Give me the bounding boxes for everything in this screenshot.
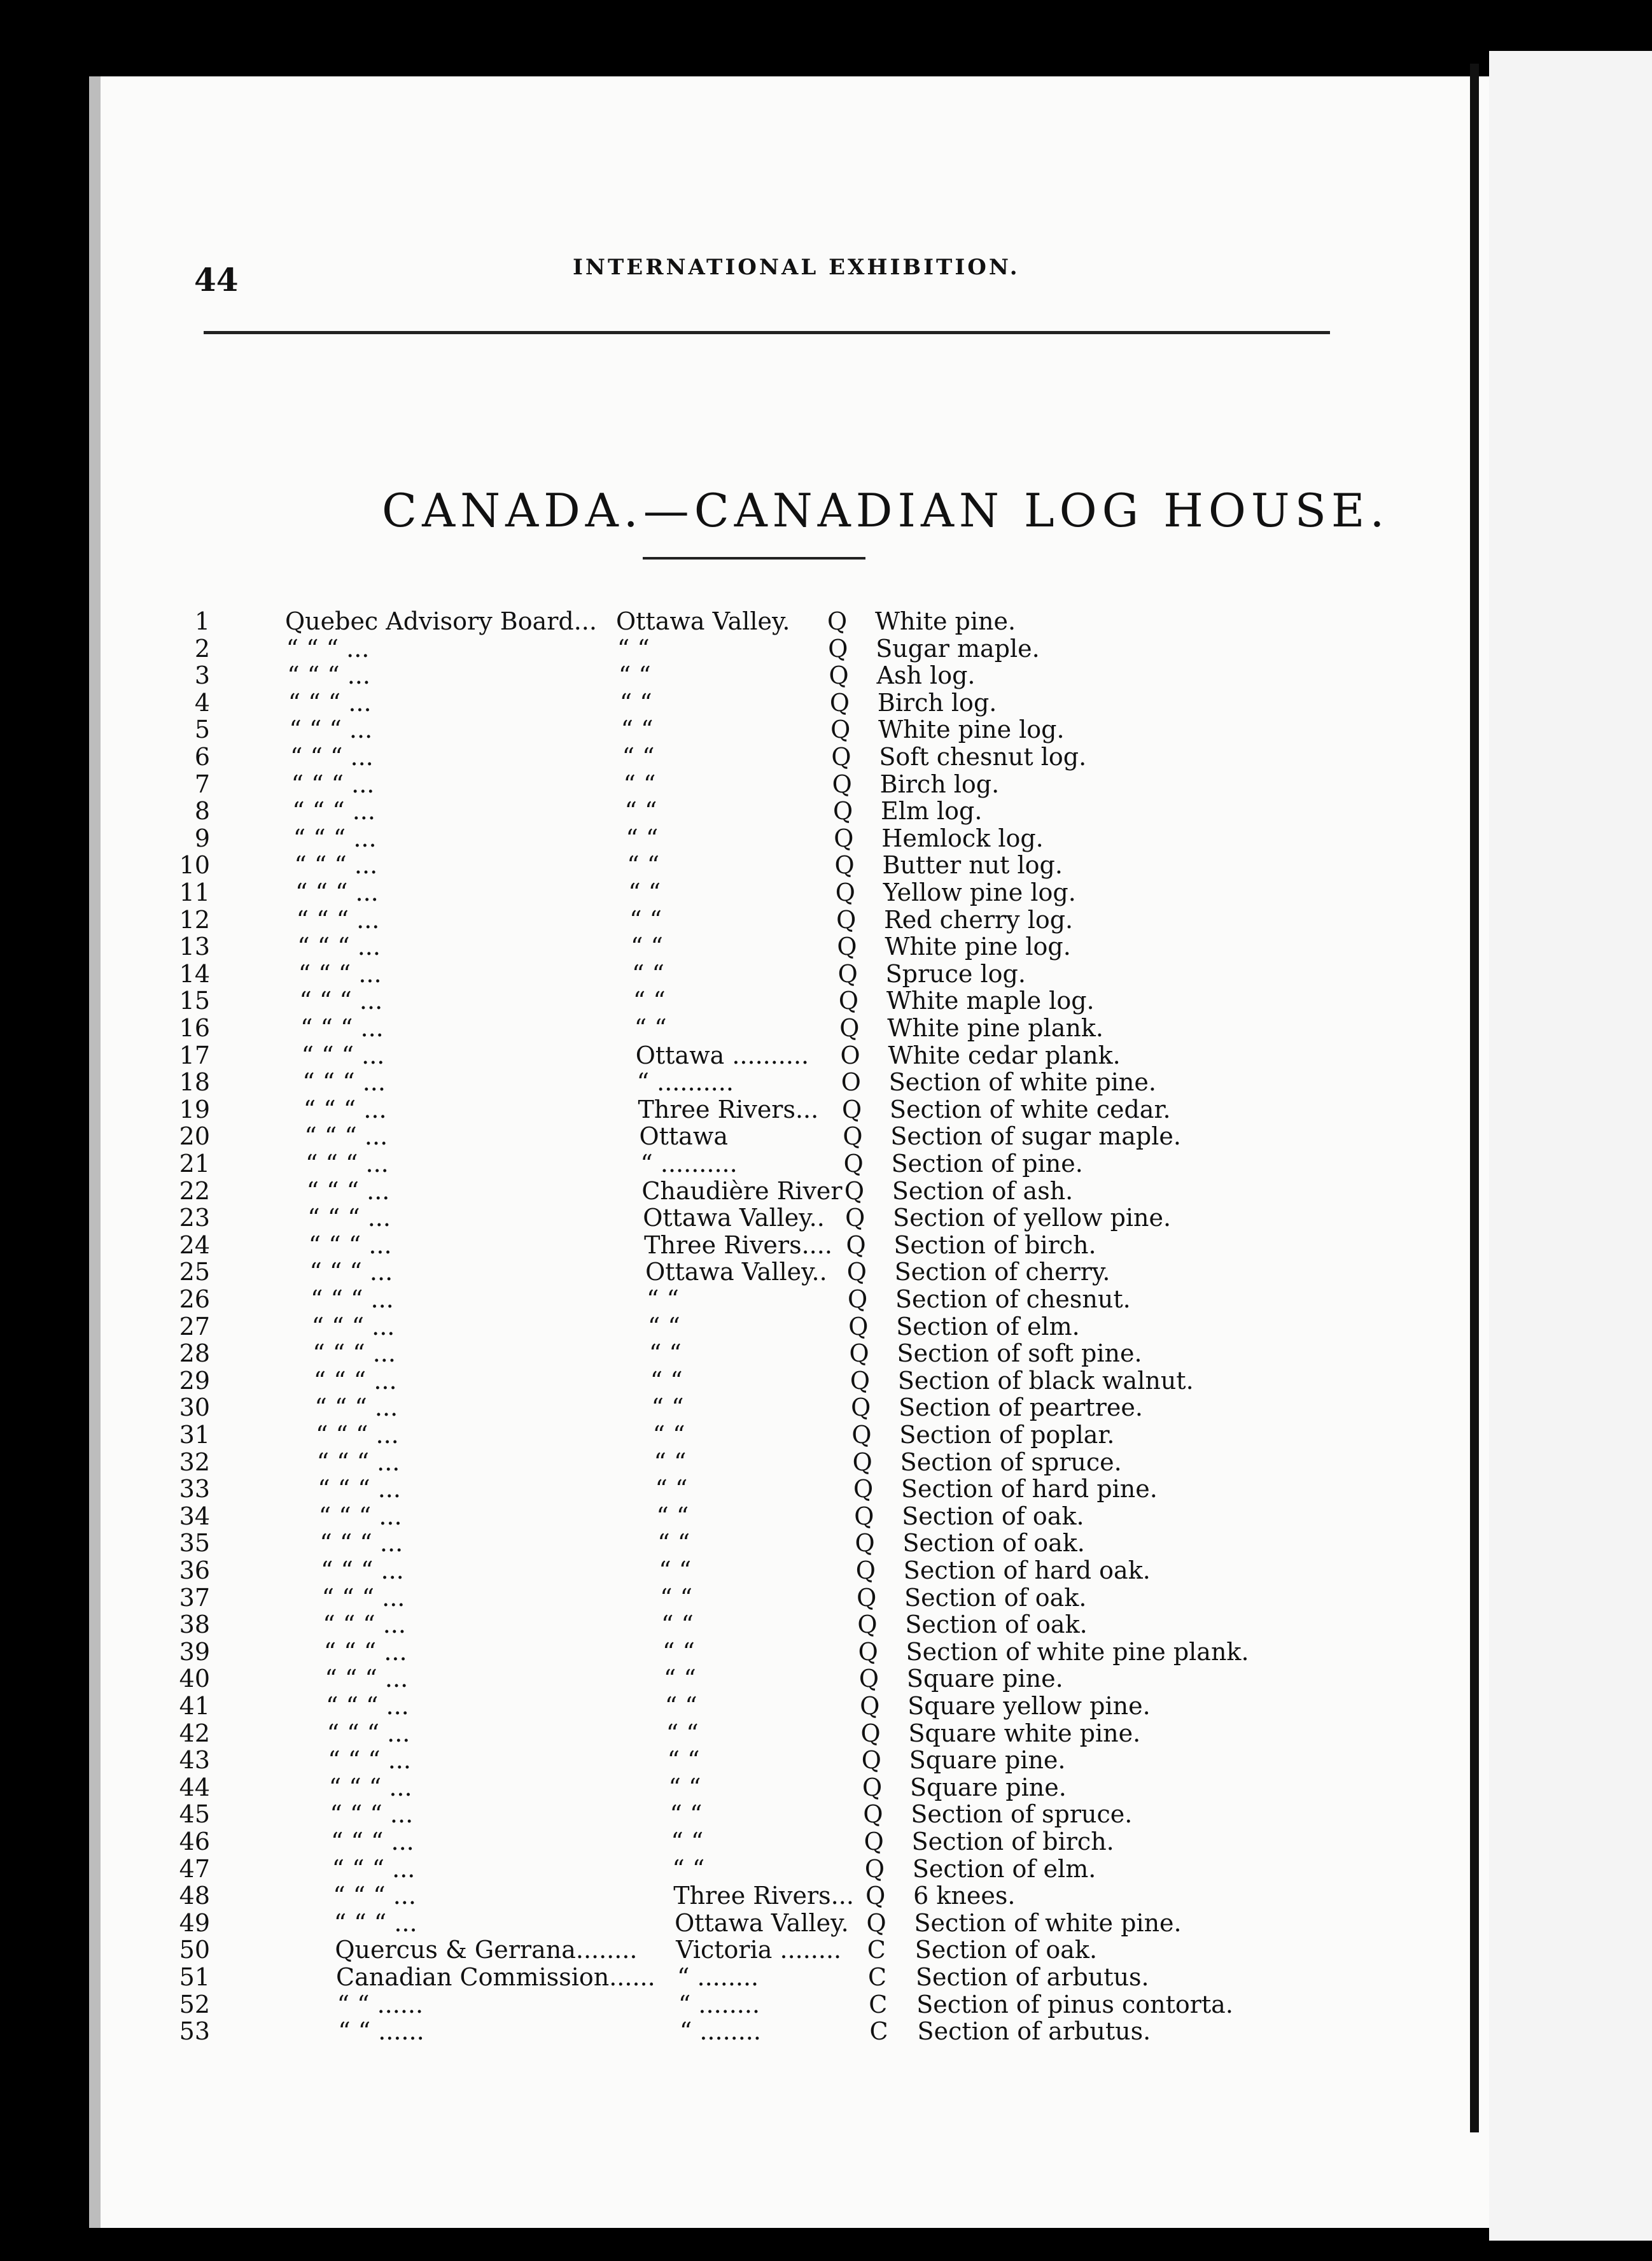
item-exhibitor: Quercus & Gerrana........ <box>335 1936 638 1964</box>
item-description: Section of peartree. <box>899 1393 1143 1422</box>
item-locality: “ “ <box>667 1746 700 1775</box>
item-province: Q <box>853 1475 874 1504</box>
item-province: Q <box>851 1421 872 1449</box>
running-head: INTERNATIONAL EXHIBITION. <box>573 255 1020 280</box>
item-number: 44 <box>179 1773 210 1801</box>
item-locality: “ “ <box>663 1665 696 1693</box>
item-exhibitor: “ “ “ ... <box>305 1150 389 1178</box>
item-description: Sugar maple. <box>876 634 1040 663</box>
item-description: Section of oak. <box>904 1583 1087 1612</box>
item-description: Square pine. <box>909 1746 1066 1775</box>
item-locality: “ “ <box>629 905 662 934</box>
item-number: 30 <box>179 1393 210 1422</box>
item-province: Q <box>864 1828 884 1856</box>
item-locality: “ “ <box>655 1475 688 1504</box>
item-number: 48 <box>179 1882 210 1910</box>
item-locality: “ “ <box>660 1583 693 1612</box>
item-number: 28 <box>179 1339 210 1368</box>
item-number: 50 <box>179 1936 210 1964</box>
item-number: 25 <box>179 1258 210 1286</box>
item-province: Q <box>843 1122 863 1151</box>
item-number: 14 <box>179 959 210 988</box>
item-province: Q <box>828 634 848 663</box>
item-locality: Three Rivers... <box>638 1095 819 1123</box>
item-province: Q <box>835 878 855 906</box>
item-number: 18 <box>179 1068 210 1097</box>
item-description: Spruce log. <box>885 959 1026 988</box>
item-locality: “ “ <box>634 1014 667 1042</box>
item-description: Section of white pine plank. <box>906 1637 1249 1666</box>
item-description: Section of spruce. <box>900 1447 1122 1476</box>
item-province: C <box>867 1936 886 1964</box>
item-description: White pine. <box>875 607 1016 635</box>
item-locality: “ “ <box>618 661 651 690</box>
item-description: Section of oak. <box>902 1502 1084 1530</box>
item-province: Q <box>855 1529 875 1558</box>
item-description: Section of hard oak. <box>903 1556 1151 1584</box>
item-description: Section of pine. <box>891 1150 1083 1178</box>
title-rule <box>643 557 865 560</box>
item-exhibitor: “ “ “ ... <box>292 797 375 826</box>
item-province: Q <box>858 1665 879 1693</box>
item-exhibitor: “ “ “ ... <box>297 933 381 961</box>
item-locality: “ “ <box>647 1285 679 1313</box>
item-description: Section of sugar maple. <box>890 1122 1181 1151</box>
item-province: Q <box>829 661 849 690</box>
item-province: Q <box>850 1366 870 1395</box>
item-exhibitor: “ “ “ ... <box>321 1583 405 1612</box>
item-locality: Victoria ........ <box>676 1936 842 1964</box>
item-description: White pine plank. <box>887 1014 1103 1042</box>
item-number: 41 <box>179 1692 210 1720</box>
item-number: 23 <box>179 1204 210 1232</box>
item-province: Q <box>834 851 855 880</box>
item-number: 2 <box>194 634 210 663</box>
item-locality: “ “ <box>672 1854 705 1883</box>
item-locality: Ottawa Valley.. <box>645 1258 827 1286</box>
item-number: 47 <box>179 1854 210 1883</box>
item-exhibitor: “ “ “ ... <box>316 1421 399 1449</box>
item-exhibitor: “ “ ...... <box>338 2017 424 2046</box>
item-locality: “ ........ <box>679 2017 761 2046</box>
item-description: Section of black walnut. <box>897 1366 1194 1395</box>
item-exhibitor: “ “ “ ... <box>295 878 379 906</box>
item-locality: Chaudière River <box>641 1176 843 1205</box>
item-exhibitor: Canadian Commission...... <box>336 1963 655 1991</box>
item-number: 3 <box>194 661 210 690</box>
item-locality: Three Rivers.... <box>644 1230 832 1259</box>
item-number: 52 <box>179 1990 210 2018</box>
item-province: Q <box>844 1176 865 1205</box>
item-exhibitor: “ “ “ ... <box>300 1014 384 1042</box>
item-description: Section of cherry. <box>894 1258 1110 1286</box>
item-exhibitor: “ “ “ ... <box>313 1366 397 1395</box>
item-number: 37 <box>179 1583 210 1612</box>
item-locality: “ “ <box>671 1828 704 1856</box>
item-province: Q <box>837 933 857 961</box>
item-exhibitor: “ “ “ ... <box>289 715 373 744</box>
item-description: Square pine. <box>910 1773 1067 1801</box>
item-exhibitor: “ “ “ ... <box>293 824 377 852</box>
item-province: C <box>868 1963 887 1991</box>
item-locality: “ “ <box>633 987 666 1015</box>
item-province: Q <box>836 905 857 934</box>
item-exhibitor: “ “ “ ... <box>303 1095 387 1123</box>
item-exhibitor: “ “ “ ... <box>314 1393 398 1422</box>
item-province: Q <box>832 770 852 798</box>
item-province: Q <box>827 607 848 635</box>
item-locality: “ “ <box>626 824 659 852</box>
page-number: 44 <box>194 261 239 299</box>
item-exhibitor: “ “ “ ... <box>330 1800 414 1829</box>
item-exhibitor: “ “ “ ... <box>294 851 378 880</box>
item-number: 11 <box>179 878 210 906</box>
item-exhibitor: “ “ “ ... <box>304 1122 388 1151</box>
item-province: Q <box>857 1610 878 1639</box>
item-description: Section of birch. <box>911 1828 1114 1856</box>
item-description: Section of ash. <box>892 1176 1074 1205</box>
item-number: 46 <box>179 1828 210 1856</box>
item-number: 39 <box>179 1637 210 1666</box>
item-number: 26 <box>179 1285 210 1313</box>
item-province: Q <box>837 959 858 988</box>
item-locality: “ “ <box>662 1637 695 1666</box>
item-exhibitor: “ “ “ ... <box>312 1339 396 1368</box>
item-number: 36 <box>179 1556 210 1584</box>
item-exhibitor: “ “ “ ... <box>333 1882 416 1910</box>
item-number: 8 <box>194 797 210 826</box>
item-exhibitor: Quebec Advisory Board... <box>285 607 597 635</box>
item-exhibitor: “ “ “ ... <box>325 1665 409 1693</box>
item-description: Square white pine. <box>908 1719 1141 1747</box>
item-locality: “ ........ <box>678 1990 760 2018</box>
item-locality: “ “ <box>666 1719 699 1747</box>
item-province: Q <box>865 1882 886 1910</box>
item-description: Section of hard pine. <box>900 1475 1158 1504</box>
item-exhibitor: “ “ “ ... <box>323 1610 406 1639</box>
item-province: Q <box>846 1258 867 1286</box>
item-number: 12 <box>179 905 210 934</box>
item-locality: Ottawa Valley. <box>616 607 790 635</box>
item-description: White maple log. <box>886 987 1095 1015</box>
item-exhibitor: “ “ “ ... <box>333 1908 417 1937</box>
item-province: Q <box>842 1095 862 1123</box>
item-locality: “ “ <box>620 715 654 744</box>
item-province: Q <box>832 797 853 826</box>
item-number: 20 <box>179 1122 210 1151</box>
item-description: Square yellow pine. <box>907 1692 1151 1720</box>
item-number: 17 <box>179 1041 210 1069</box>
item-province: Q <box>839 1014 860 1042</box>
item-description: Hemlock log. <box>881 824 1044 852</box>
item-number: 4 <box>194 688 210 717</box>
item-exhibitor: “ “ “ ... <box>328 1773 412 1801</box>
item-description: Section of yellow pine. <box>893 1204 1172 1232</box>
item-description: Section of oak. <box>902 1529 1085 1558</box>
item-locality: “ .......... <box>636 1068 734 1097</box>
item-description: Section of white pine. <box>914 1908 1182 1937</box>
item-description: Section of chesnut. <box>895 1285 1131 1313</box>
item-province: O <box>840 1041 860 1069</box>
item-description: Section of elm. <box>896 1312 1080 1341</box>
item-locality: “ “ <box>631 933 663 961</box>
item-description: Ash log. <box>876 661 976 690</box>
item-province: Q <box>866 1908 886 1937</box>
item-province: Q <box>848 1285 868 1313</box>
item-province: Q <box>848 1312 869 1341</box>
item-exhibitor: “ “ “ ... <box>298 959 382 988</box>
item-description: Red cherry log. <box>884 905 1074 934</box>
item-exhibitor: “ “ “ ... <box>309 1258 393 1286</box>
item-number: 15 <box>179 987 210 1015</box>
item-exhibitor: “ “ “ ... <box>332 1854 416 1883</box>
item-locality: “ “ <box>664 1692 697 1720</box>
item-province: Q <box>863 1800 883 1829</box>
item-locality: “ “ <box>656 1502 689 1530</box>
item-province: Q <box>843 1150 864 1178</box>
item-province: Q <box>864 1854 885 1883</box>
item-description: Section of birch. <box>893 1230 1096 1259</box>
item-locality: Ottawa Valley. <box>675 1908 849 1937</box>
item-description: Section of elm. <box>912 1854 1096 1883</box>
item-locality: “ “ <box>654 1447 687 1476</box>
item-province: Q <box>854 1502 874 1530</box>
item-number: 29 <box>179 1366 210 1395</box>
item-exhibitor: “ “ “ ... <box>326 1719 410 1747</box>
item-number: 1 <box>194 607 210 635</box>
item-locality: Ottawa <box>639 1122 728 1151</box>
item-province: Q <box>834 824 854 852</box>
item-description: Square pine. <box>906 1665 1063 1693</box>
item-locality: “ “ <box>651 1393 684 1422</box>
item-number: 6 <box>194 743 210 771</box>
item-locality: “ “ <box>657 1529 690 1558</box>
item-exhibitor: “ “ “ ... <box>328 1746 411 1775</box>
item-province: Q <box>855 1556 876 1584</box>
item-locality: “ “ <box>631 959 664 988</box>
item-province: Q <box>860 1719 881 1747</box>
item-province: Q <box>857 1583 877 1612</box>
item-exhibitor: “ “ “ ... <box>306 1176 390 1205</box>
item-number: 13 <box>179 933 210 961</box>
item-locality: “ “ <box>661 1610 694 1639</box>
item-description: Section of poplar. <box>899 1421 1115 1449</box>
item-locality: Three Rivers... <box>673 1882 854 1910</box>
item-number: 53 <box>179 2017 210 2046</box>
item-exhibitor: “ “ “ ... <box>316 1447 400 1476</box>
header-rule <box>204 331 1330 334</box>
item-locality: Ottawa .......... <box>635 1041 809 1069</box>
item-number: 5 <box>194 715 210 744</box>
item-exhibitor: “ “ “ ... <box>323 1637 407 1666</box>
item-number: 21 <box>179 1150 210 1178</box>
item-province: C <box>869 2017 888 2046</box>
item-number: 7 <box>194 770 210 798</box>
item-exhibitor: “ “ “ ... <box>308 1230 392 1259</box>
item-locality: “ “ <box>628 878 661 906</box>
item-locality: “ “ <box>619 688 652 717</box>
item-number: 38 <box>179 1610 210 1639</box>
item-province: O <box>841 1068 861 1097</box>
item-province: Q <box>861 1746 881 1775</box>
item-number: 16 <box>179 1014 210 1042</box>
item-number: 19 <box>179 1095 210 1123</box>
item-exhibitor: “ “ “ ... <box>299 987 383 1015</box>
item-exhibitor: “ “ “ ... <box>319 1529 403 1558</box>
item-description: Butter nut log. <box>882 851 1063 880</box>
item-description: Section of arbutus. <box>917 2017 1151 2046</box>
item-description: Soft chesnut log. <box>879 743 1087 771</box>
item-exhibitor: “ “ “ ... <box>286 634 370 663</box>
item-description: 6 knees. <box>913 1882 1016 1910</box>
item-province: Q <box>860 1692 880 1720</box>
item-province: Q <box>846 1230 866 1259</box>
item-locality: “ “ <box>668 1773 701 1801</box>
item-exhibitor: “ “ “ ... <box>301 1041 385 1069</box>
item-locality: “ “ <box>669 1800 703 1829</box>
item-number: 32 <box>179 1447 210 1476</box>
item-province: Q <box>831 743 851 771</box>
item-description: White cedar plank. <box>888 1041 1121 1069</box>
item-number: 24 <box>179 1230 210 1259</box>
item-locality: “ “ <box>650 1366 683 1395</box>
item-exhibitor: “ “ “ ... <box>318 1475 401 1504</box>
item-description: Section of white pine. <box>888 1068 1156 1097</box>
item-exhibitor: “ “ “ ... <box>326 1692 409 1720</box>
item-exhibitor: “ “ “ ... <box>311 1285 394 1313</box>
item-exhibitor: “ “ “ ... <box>291 770 375 798</box>
item-number: 27 <box>179 1312 210 1341</box>
item-exhibitor: “ “ “ ... <box>296 905 380 934</box>
item-exhibitor: “ “ ...... <box>337 1990 424 2018</box>
item-province: C <box>869 1990 888 2018</box>
item-locality: “ ........ <box>677 1963 759 1991</box>
item-number: 10 <box>179 851 210 880</box>
item-province: Q <box>838 987 859 1015</box>
item-locality: “ “ <box>648 1339 682 1368</box>
item-description: Section of oak. <box>905 1610 1088 1639</box>
item-description: Yellow pine log. <box>883 878 1076 906</box>
item-locality: “ “ <box>652 1421 685 1449</box>
item-province: Q <box>829 688 850 717</box>
item-exhibitor: “ “ “ ... <box>311 1312 395 1341</box>
item-exhibitor: “ “ “ ... <box>287 661 370 690</box>
item-description: White pine log. <box>878 715 1065 744</box>
item-locality: Ottawa Valley.. <box>643 1204 825 1232</box>
item-number: 9 <box>194 824 210 852</box>
item-description: Section of spruce. <box>911 1800 1133 1829</box>
item-province: Q <box>858 1637 878 1666</box>
item-province: Q <box>830 715 851 744</box>
item-exhibitor: “ “ “ ... <box>290 743 374 771</box>
item-number: 31 <box>179 1421 210 1449</box>
item-number: 43 <box>179 1746 210 1775</box>
item-number: 45 <box>179 1800 210 1829</box>
item-exhibitor: “ “ “ ... <box>307 1204 391 1232</box>
item-description: Section of white cedar. <box>890 1095 1171 1123</box>
item-description: Section of oak. <box>914 1936 1098 1964</box>
item-number: 51 <box>179 1963 210 1991</box>
item-number: 42 <box>179 1719 210 1747</box>
item-description: Birch log. <box>877 688 997 717</box>
item-exhibitor: “ “ “ ... <box>318 1502 402 1530</box>
item-description: Section of arbutus. <box>916 1963 1149 1991</box>
item-exhibitor: “ “ “ ... <box>321 1556 404 1584</box>
item-locality: “ “ <box>623 770 656 798</box>
item-locality: “ “ <box>622 743 655 771</box>
item-description: Section of soft pine. <box>897 1339 1142 1368</box>
item-exhibitor: “ “ “ ... <box>331 1828 414 1856</box>
item-exhibitor: “ “ “ ... <box>288 688 372 717</box>
item-number: 22 <box>179 1176 210 1205</box>
item-locality: “ .......... <box>640 1150 738 1178</box>
item-locality: “ “ <box>659 1556 692 1584</box>
item-locality: “ “ <box>624 797 657 826</box>
item-province: Q <box>851 1393 871 1422</box>
item-description: Birch log. <box>879 770 1000 798</box>
item-province: Q <box>852 1447 872 1476</box>
item-number: 40 <box>179 1665 210 1693</box>
item-province: Q <box>845 1204 865 1232</box>
item-province: Q <box>862 1773 883 1801</box>
section-title: CANADA.—CANADIAN LOG HOUSE. <box>382 484 1390 537</box>
book-gutter <box>1470 64 1479 2132</box>
item-number: 34 <box>179 1502 210 1530</box>
item-number: 35 <box>179 1529 210 1558</box>
item-number: 33 <box>179 1475 210 1504</box>
item-description: Section of pinus contorta. <box>916 1990 1233 2018</box>
item-description: Elm log. <box>880 797 983 826</box>
item-province: Q <box>849 1339 869 1368</box>
facing-page-edge <box>1489 51 1652 2241</box>
item-number: 49 <box>179 1908 210 1937</box>
item-exhibitor: “ “ “ ... <box>302 1068 386 1097</box>
item-locality: “ “ <box>627 851 660 880</box>
item-description: White pine log. <box>885 933 1071 961</box>
item-locality: “ “ <box>647 1312 680 1341</box>
item-locality: “ “ <box>617 634 650 663</box>
